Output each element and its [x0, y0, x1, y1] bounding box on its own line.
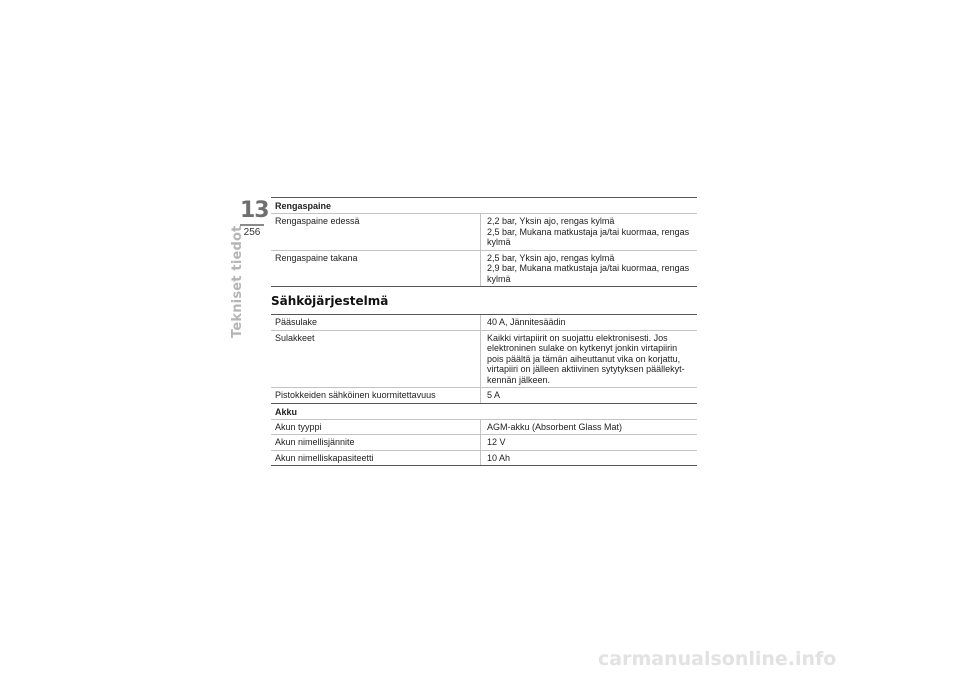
spec-content — [271, 197, 697, 466]
row-value — [481, 451, 697, 466]
row-label: Akun tyyppi — [271, 420, 481, 435]
value-line: 5 A — [487, 390, 501, 400]
row-label: Rengaspaine takana — [271, 251, 481, 287]
value-line: AGM-akku (Absorbent Glass Mat) — [487, 421, 623, 432]
watermark-text: carmanualsonline.info — [598, 648, 837, 670]
row-value — [481, 435, 697, 450]
tire-pressure-heading: Rengaspaine — [271, 197, 697, 213]
row-label: Sulakkeet — [271, 331, 481, 388]
chapter-number: 13 — [240, 198, 269, 223]
electrical-section-title: Sähköjärjestelmä — [271, 294, 389, 308]
row-value — [481, 315, 697, 330]
row-value — [481, 214, 697, 250]
value-line: kennän jälkeen. — [487, 374, 551, 385]
value-line: 2,2 bar, Yksin ajo, rengas kylmä — [487, 216, 615, 226]
row-label: Rengaspaine edessä — [271, 214, 481, 250]
table-row — [271, 213, 697, 250]
value-line: 2,9 bar, Mukana matkustaja ja/tai kuormaa, rengas — [487, 263, 690, 273]
table-row — [271, 250, 697, 288]
row-value — [481, 420, 697, 435]
table-row — [271, 330, 697, 388]
value-line: 2,5 bar, Mukana matkustaja ja/tai kuormaa, rengas — [487, 226, 690, 237]
row-value — [481, 331, 697, 388]
table-row — [271, 419, 697, 435]
row-label: Akun nimelliskapasiteetti — [271, 451, 481, 466]
value-line: elektroninen sulake on kytkenyt jonkin virtapiirin — [487, 343, 678, 353]
row-label: Akun nimellisjännite — [271, 435, 481, 450]
value-line: kylmä — [487, 237, 511, 247]
table-row — [271, 314, 697, 330]
chapter-title-vertical: Tekniset tiedot — [230, 225, 245, 338]
value-line: 40 A, Jännitesäädin — [487, 317, 566, 327]
value-line: pois päältä ja tämän aiheuttanut vika on korjattu, — [487, 353, 681, 364]
row-label: Pääsulake — [271, 315, 481, 330]
table-row — [271, 387, 697, 404]
battery-heading: Akku — [275, 406, 298, 417]
page-number: 256 — [243, 227, 261, 238]
value-line: Kaikki virtapiirit on suojattu elektronisesti. Jos — [487, 332, 668, 343]
row-value — [481, 251, 697, 287]
value-line: kylmä — [487, 273, 511, 284]
row-value — [481, 388, 697, 403]
value-line: 2,5 bar, Yksin ajo, rengas kylmä — [487, 252, 615, 263]
table-row — [271, 450, 697, 467]
value-line: virtapiiri on jälleen aktiivinen sytytyksen päällekyt- — [487, 364, 685, 374]
table-row — [271, 434, 697, 450]
row-label: Pistokkeiden sähköinen kuormitettavuus — [271, 388, 481, 403]
value-line: 12 V — [487, 437, 506, 447]
value-line: 10 Ah — [487, 452, 511, 463]
